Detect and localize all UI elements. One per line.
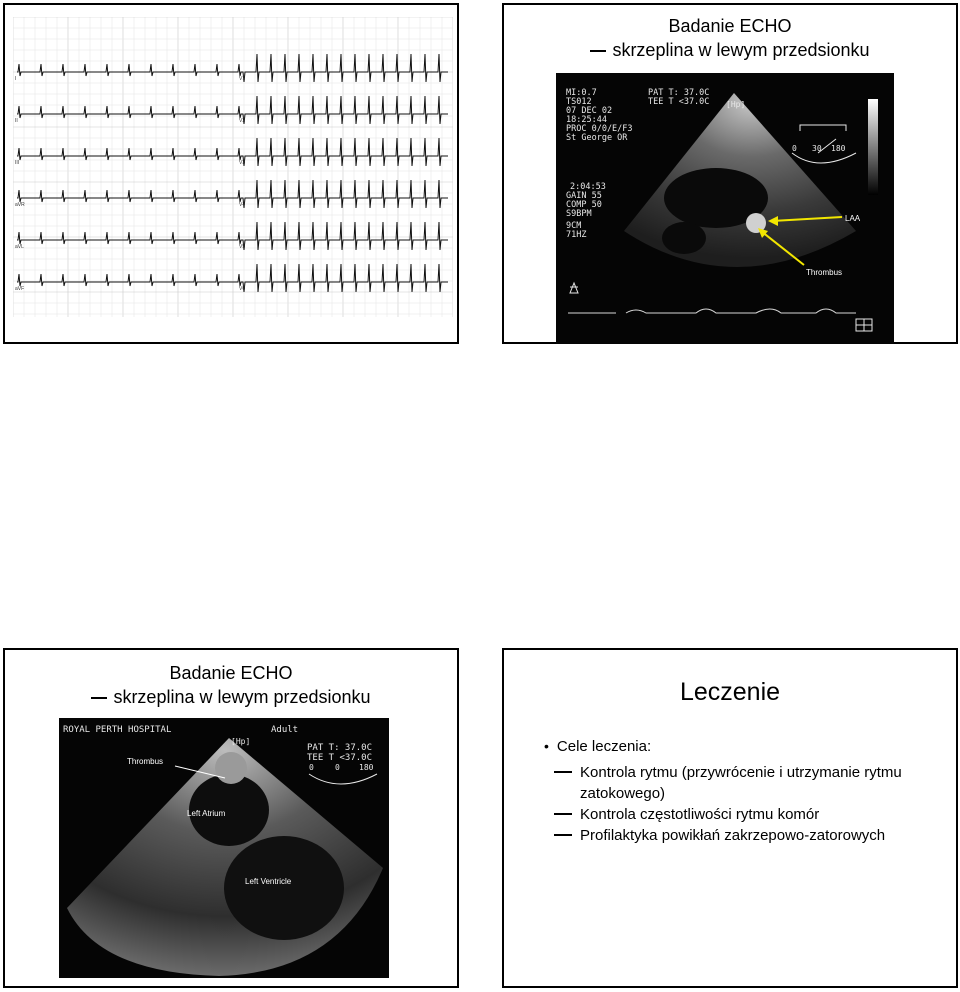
- grayscale-bar: [868, 99, 878, 195]
- slide-title-line2: [5, 686, 457, 708]
- orientation-marker: [570, 283, 578, 293]
- sub-item: [554, 762, 944, 804]
- ecg-strip: [13, 17, 453, 317]
- tee-echo-image: [556, 73, 894, 344]
- slide-title-line1: Badanie ECHO: [169, 663, 293, 683]
- overlay-param: 71HZ: [566, 230, 587, 240]
- overlay-temp: PAT T: 37.0C: [648, 88, 710, 98]
- label-thrombus: Thrombus: [127, 757, 164, 766]
- overlay-line: 18:25:44: [566, 115, 607, 125]
- ecg-lead-label: V4: [239, 202, 246, 208]
- ecg-trace: [17, 264, 448, 292]
- overlay-line: PROC 0/0/E/F3: [566, 124, 633, 134]
- ecg-trace: [17, 54, 448, 82]
- temp-line: PAT T: 37.0C: [307, 743, 373, 753]
- ecg-chart: [13, 17, 453, 317]
- ecg-lead-label: V1: [239, 76, 246, 82]
- overlay-line: TS012: [566, 97, 592, 107]
- title-dash: [590, 50, 606, 52]
- angle-arc: [309, 774, 377, 784]
- label-thrombus: Thrombus: [806, 268, 843, 277]
- temp-line: TEE T <37.0C: [307, 753, 373, 763]
- sub-item: [554, 825, 944, 846]
- ecg-lead-label: aVF: [15, 286, 25, 292]
- angle-tick: 180: [831, 144, 846, 153]
- slide-echo-tee: [502, 3, 958, 344]
- slide-title-line1: Badanie ECHO: [668, 16, 792, 36]
- probe-label: [Hp]: [231, 737, 251, 746]
- bullet-text: Cele leczenia:: [556, 738, 652, 755]
- probe-label: [Hp]: [726, 100, 746, 109]
- slide-title-line2: [504, 39, 956, 61]
- slide-ecg: [3, 3, 459, 344]
- slide-heading: Leczenie: [679, 678, 781, 706]
- title-dash: [91, 697, 107, 699]
- slide-echo-tte: [3, 648, 459, 988]
- ecg-trace: [17, 138, 448, 166]
- overlay-param: COMP 50: [566, 200, 602, 210]
- ecg-lead-label: II: [15, 118, 18, 124]
- mini-ecg: [568, 309, 856, 313]
- angle-tick: 0: [792, 144, 797, 153]
- angle-tick: 30: [812, 144, 822, 153]
- slide-leczenie: [502, 648, 958, 988]
- overlay-line: MI:0.7: [566, 88, 597, 98]
- sub-item-text: Kontrola rytmu (przywrócenie i utrzymanie rytmu zatokowego): [580, 764, 902, 802]
- overlay-temp: TEE T <37.0C: [648, 97, 710, 107]
- bullet-dot: •: [544, 738, 549, 754]
- left-ventricle-cavity: [224, 836, 344, 940]
- ecg-lead-label: aVL: [15, 244, 24, 250]
- ecg-lead-label: I: [15, 76, 17, 82]
- sub-item-text: Profilaktyka powikłań zakrzepowo-zatorowych: [580, 827, 886, 844]
- slide-content: [544, 736, 944, 846]
- overlay-param: GAIN 55: [566, 191, 602, 201]
- overlay-line: St George OR: [566, 133, 628, 143]
- sub-item: [554, 804, 944, 825]
- overlay-param: 2:04:53: [570, 182, 606, 192]
- overlay-line: 07 DEC 02: [566, 106, 613, 116]
- angle-tick: 0: [335, 763, 340, 772]
- overlay-param: S9BPM: [566, 209, 592, 219]
- ecg-lead-label: V5: [239, 244, 246, 250]
- sub-dash: [554, 813, 572, 815]
- mode-label: Adult: [271, 725, 299, 735]
- sub-dash: [554, 834, 572, 836]
- angle-arc: [792, 153, 856, 163]
- sub-dash: [554, 771, 572, 773]
- overlay-param: 9CM: [566, 221, 582, 231]
- bullet-item: [544, 736, 944, 757]
- ecg-lead-label: aVR: [15, 202, 25, 208]
- hospital-label: ROYAL PERTH HOSPITAL: [63, 725, 172, 735]
- ecg-lead-label: V6: [239, 286, 246, 292]
- angle-tick: 0: [309, 763, 314, 772]
- label-left-atrium: Left Atrium: [187, 809, 226, 818]
- slide-title-line2-text: skrzeplina w lewym przedsionku: [612, 40, 870, 60]
- angle-tick: 180: [359, 763, 374, 772]
- slide-title-line2-text: skrzeplina w lewym przedsionku: [113, 687, 371, 707]
- ecg-trace: [17, 96, 448, 124]
- thrombus-shape: [215, 752, 247, 784]
- label-laa: LAA: [845, 214, 861, 223]
- sub-item-text: Kontrola częstotliwości rytmu komór: [580, 806, 820, 823]
- tte-echo-image: [59, 718, 389, 978]
- angle-bracket: [800, 125, 846, 131]
- cavity-2: [662, 222, 706, 254]
- label-left-ventricle: Left Ventricle: [245, 877, 292, 886]
- ecg-lead-label: V2: [239, 118, 246, 124]
- ecg-lead-label: III: [15, 160, 20, 166]
- ecg-lead-label: V3: [239, 160, 246, 166]
